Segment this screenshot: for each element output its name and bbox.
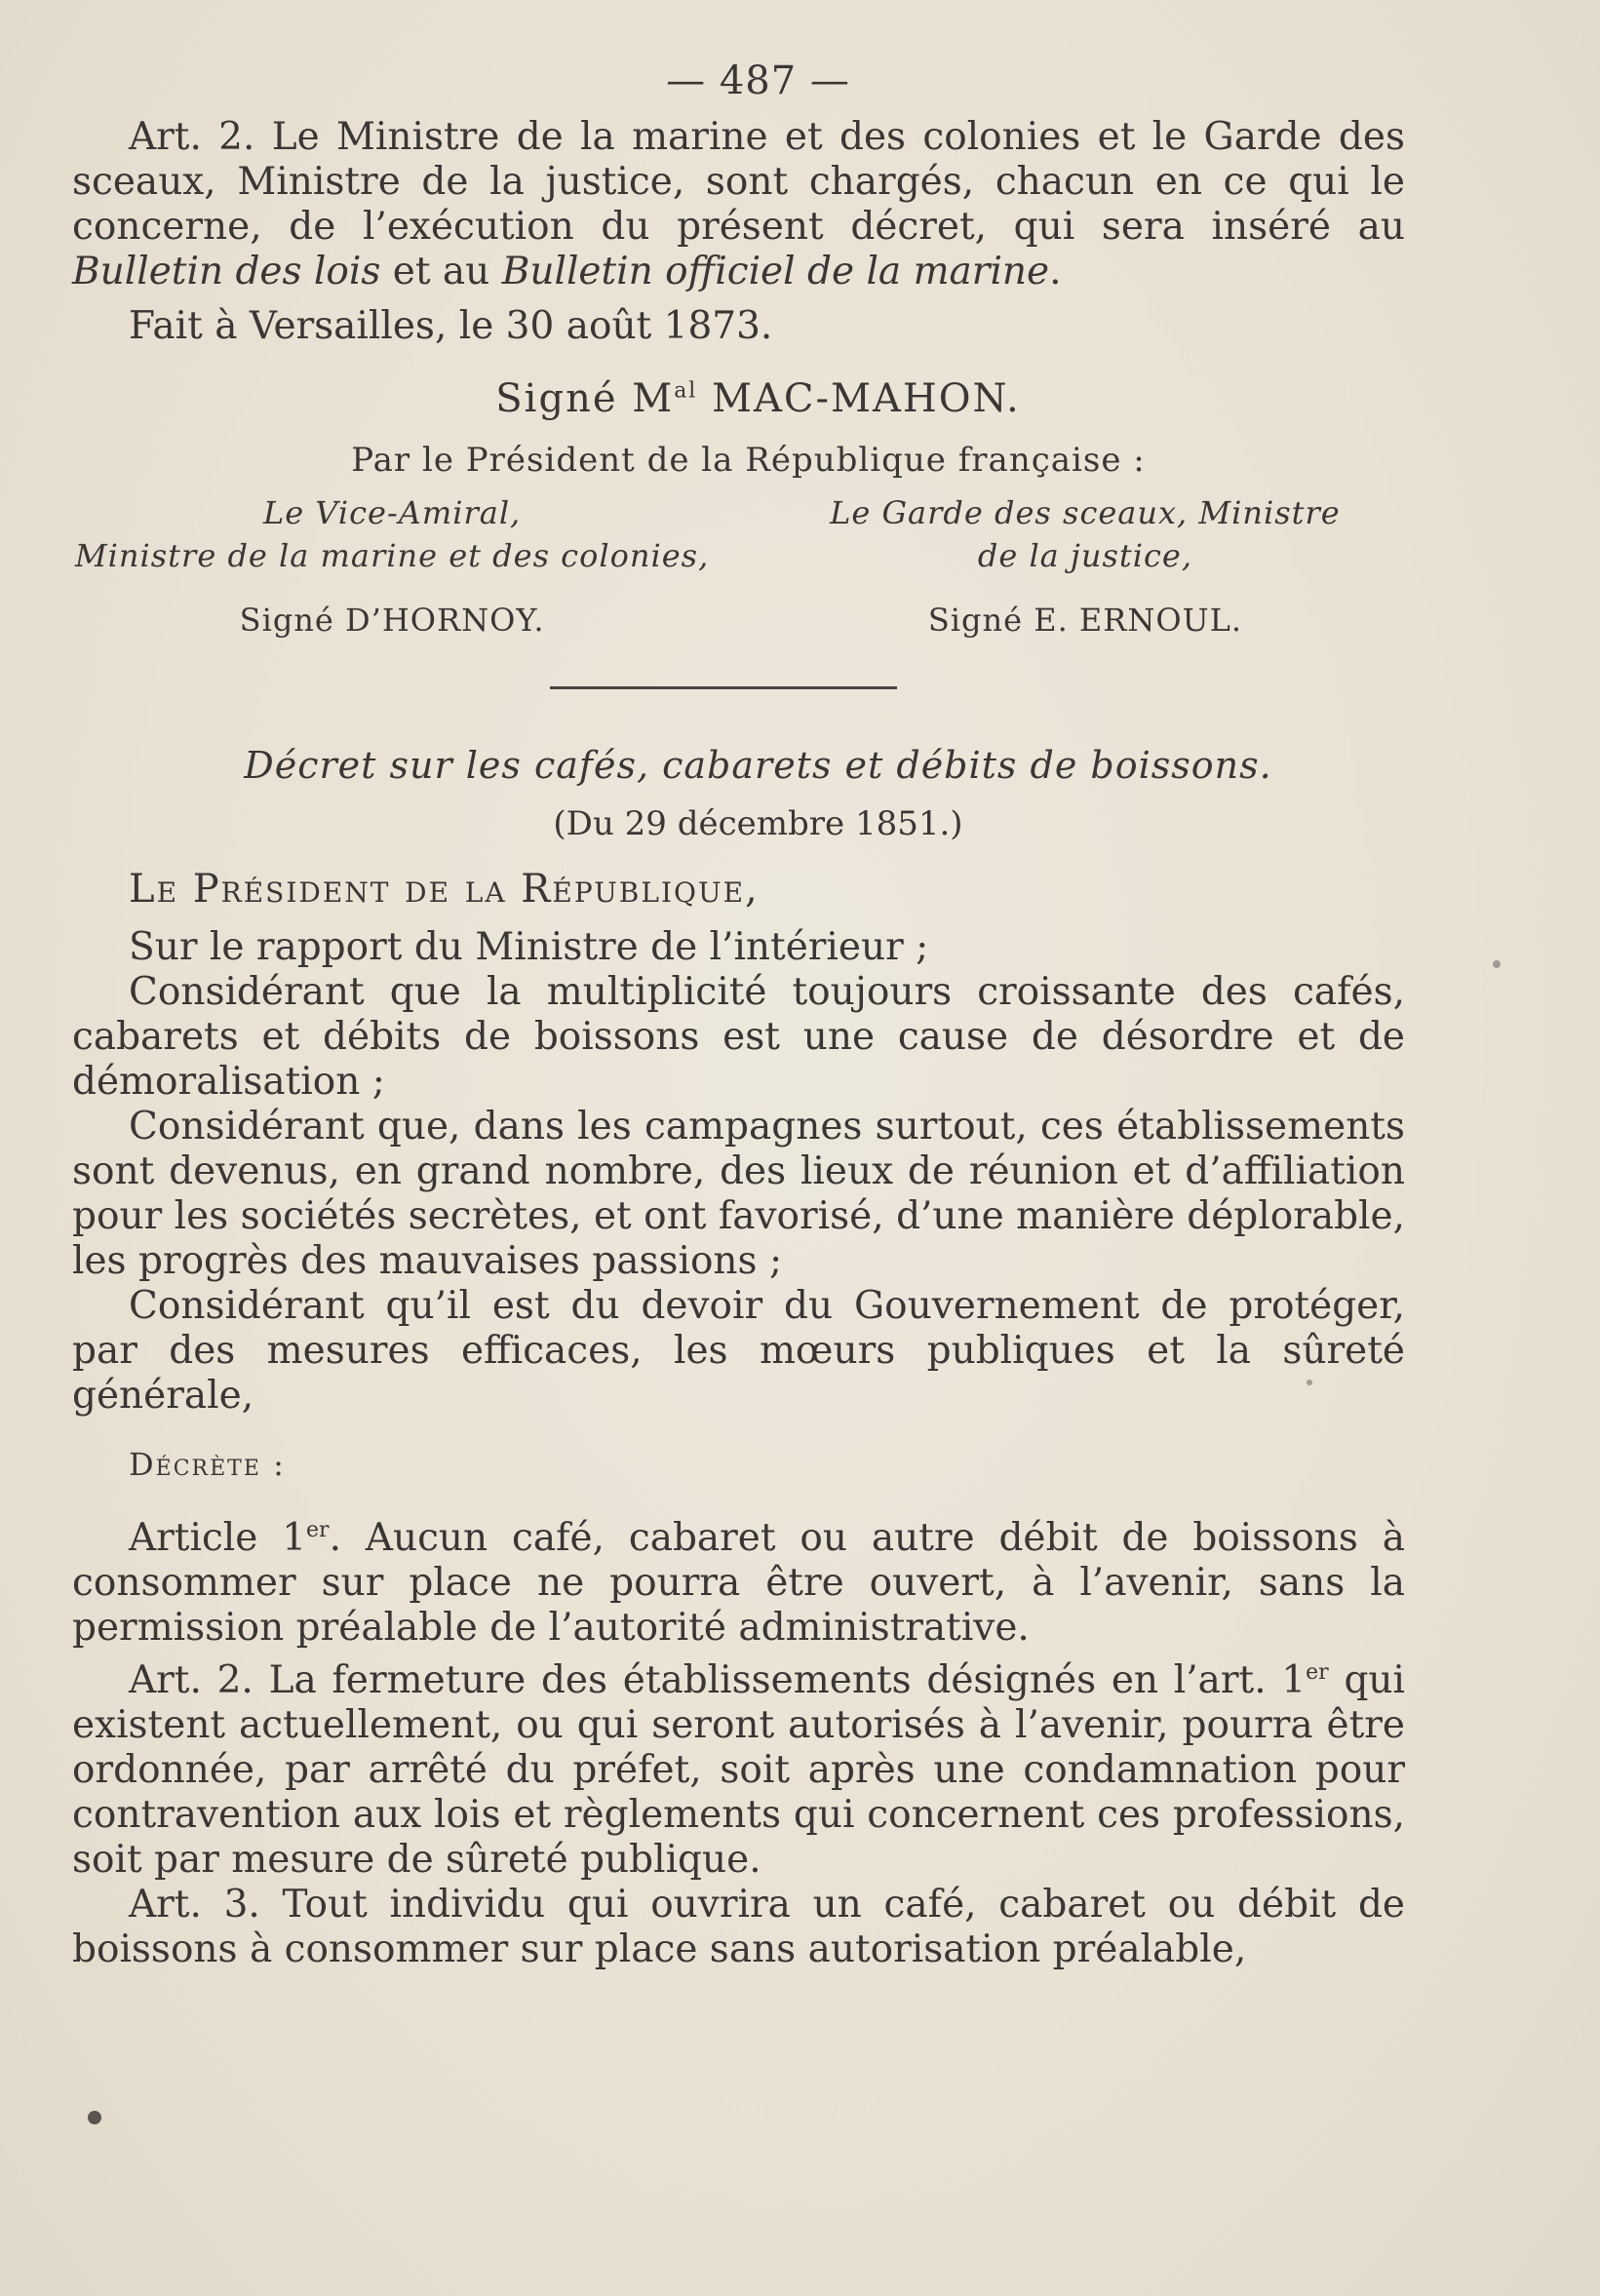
- ink-spot: [1493, 960, 1501, 968]
- decree-title: Décret sur les cafés, cabarets et débits de boissons.: [244, 744, 1272, 787]
- decree-date: (Du 29 décembre 1851.): [553, 804, 963, 843]
- ink-spot: [88, 2111, 101, 2124]
- right-title-2: de la justice,: [977, 537, 1192, 574]
- right-name: Signé E. ERNOUL.: [927, 602, 1242, 639]
- article-2: [72, 1651, 1405, 1883]
- left-title-1: Le Vice-Amiral,: [262, 494, 522, 531]
- fait-a-versailles: Fait à Versailles, le 30 août 1873.: [129, 304, 773, 348]
- signature-right: [765, 491, 1405, 642]
- considerant-3: Considérant qu’il est du devoir du Gouvernement de protéger, par des mesures efficaces, les mœurs publiques et la sûreté générale,: [72, 1284, 1405, 1418]
- signature-name: MAC-MAHON.: [697, 376, 1021, 421]
- article1-text: . Aucun café, cabaret ou autre débit de boissons à consommer sur place ne pourra être ouvert, à l’avenir, sans la permission préalable de l’autorité administrative.: [72, 1516, 1405, 1650]
- section-divider: [550, 686, 897, 689]
- page-number: — 487 —: [666, 58, 850, 103]
- art2-text-middle: et au: [380, 250, 502, 293]
- art2-text-end: .: [1049, 250, 1062, 293]
- article2-after: qui existent actuellement, ou qui seront autorisés à l’avenir, pourra être ordonnée, par arrêté du préfet, soit après une condamnation pour contravention aux lois et règlements qui concernent ces professions, soit par mesure de sûreté publique.: [72, 1658, 1406, 1882]
- bulletin-lois: Bulletin des lois: [72, 250, 381, 293]
- bulletin-marine: Bulletin officiel de la marine: [501, 250, 1050, 293]
- art2-text-before: Art. 2. Le Ministre de la marine et des colonies et le Garde des sceaux, Ministre de la justice, sont chargés, chacun en ce qui le concerne, de l’exécution du présent décret, qui sera inséré au: [72, 115, 1405, 249]
- article2-sup: er: [1306, 1660, 1329, 1685]
- considerant-1: Considérant que la multiplicité toujours croissante des cafés, cabarets et débits de boissons est une cause de désordre et de démoralisation ;: [72, 970, 1405, 1104]
- ink-spot: [1307, 1380, 1312, 1385]
- article1-prefix: Article 1: [129, 1516, 307, 1560]
- article2-before: Art. 2. La fermeture des établissements désignés en l’art. 1: [129, 1658, 1307, 1702]
- considerant-2: Considérant que, dans les campagnes surtout, ces établissements sont devenus, en grand nombre, des lieux de réunion et d’affiliation pour les sociétés secrètes, et ont favorisé, d’une manière déplorable, les progrès des mauvaises passions ;: [72, 1105, 1405, 1283]
- left-name: Signé D’HORNOY.: [239, 602, 545, 639]
- signature-prefix: Signé M: [495, 376, 675, 421]
- left-title-2: Ministre de la marine et des colonies,: [74, 537, 710, 574]
- article-3: Art. 3. Tout individu qui ouvrira un café, cabaret ou débit de boissons à consommer sur place sans autorisation préalable,: [72, 1883, 1405, 1971]
- signature-left: [72, 491, 712, 642]
- president-heading: Le Président de la République,: [129, 867, 760, 912]
- article1-sup: er: [306, 1518, 330, 1542]
- art2-previous-decree: [72, 115, 1405, 294]
- par-le-president: Par le Président de la République française :: [351, 441, 1146, 480]
- right-title-1: Le Garde des sceaux, Ministre: [830, 494, 1341, 531]
- signature-sup: al: [674, 378, 698, 404]
- sur-le-rapport: Sur le rapport du Ministre de l’intérieur ;: [129, 925, 929, 969]
- signature-mac-mahon: [72, 376, 1405, 421]
- decrete-heading: Décrète :: [129, 1446, 286, 1483]
- article-1: [72, 1508, 1405, 1651]
- minister-signatures: [72, 491, 1405, 642]
